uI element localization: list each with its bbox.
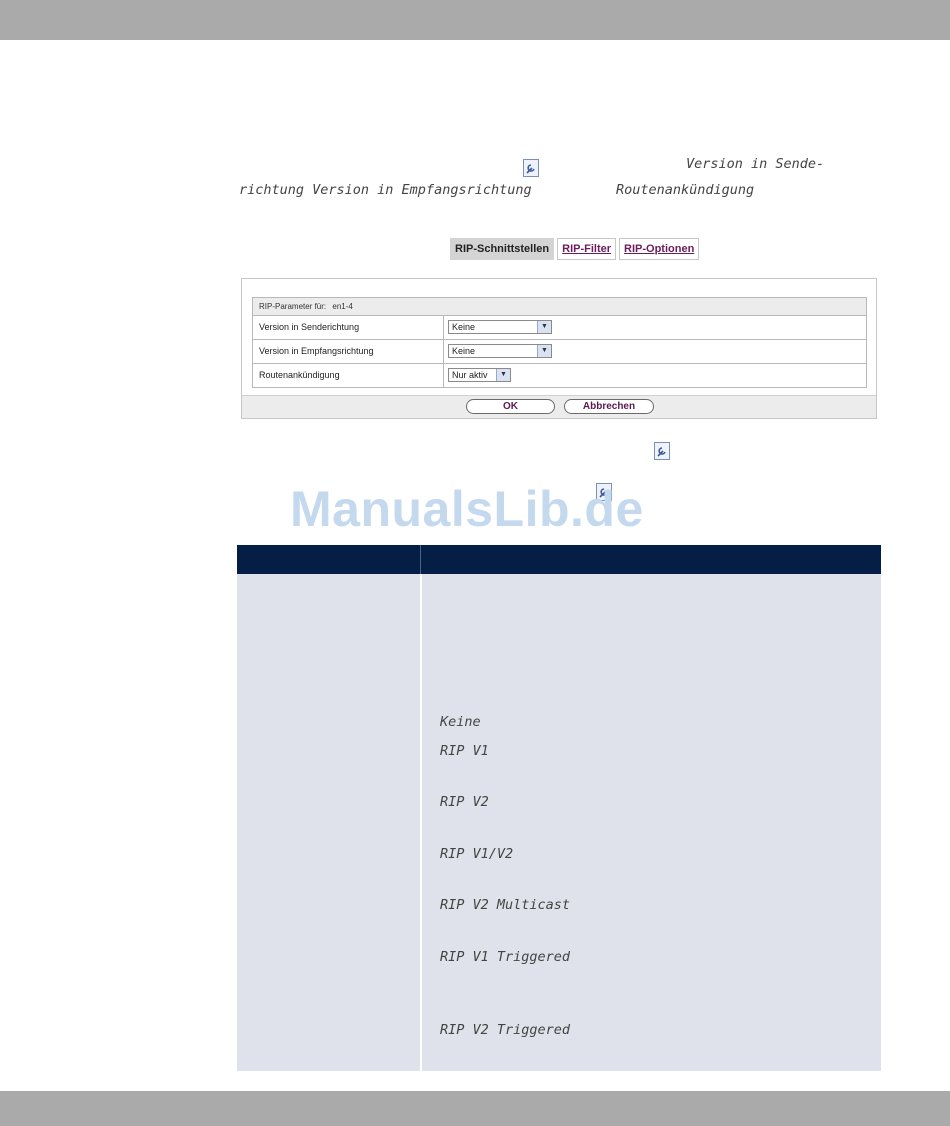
rip-form-panel	[241, 278, 877, 419]
bottom-bar	[0, 1091, 950, 1126]
tab-bar	[450, 238, 699, 260]
option-keine: Keine	[440, 714, 481, 730]
top-bar	[0, 0, 950, 40]
chevron-down-icon: ▼	[496, 369, 510, 381]
option-rip-v2: RIP V2	[440, 794, 489, 810]
parameter-table-body	[237, 574, 881, 1071]
tab-rip-filter[interactable]: RIP-Filter	[557, 238, 616, 260]
form-row-route-announcement	[253, 364, 866, 387]
intro-line-2a: richtung Version in Empfangsrichtung	[239, 182, 532, 198]
form-footer	[242, 395, 876, 418]
route-announcement-value: Nur aktiv	[452, 370, 488, 380]
option-rip-v2-multicast: RIP V2 Multicast	[440, 897, 571, 913]
receive-version-label: Version in Empfangsrichtung	[253, 340, 444, 363]
route-announcement-select[interactable]	[448, 368, 511, 382]
tab-rip-optionen[interactable]: RIP-Optionen	[619, 238, 699, 260]
parameter-table-header	[237, 545, 881, 574]
chevron-down-icon: ▼	[537, 345, 551, 357]
send-version-select[interactable]	[448, 320, 552, 334]
option-rip-v1-triggered: RIP V1 Triggered	[440, 949, 571, 965]
form-row-send-version	[253, 316, 866, 340]
watermark: ManualsLib.de	[290, 481, 644, 537]
header-divider	[420, 545, 421, 574]
send-version-value: Keine	[452, 322, 476, 332]
option-rip-v1: RIP V1	[440, 743, 489, 759]
send-version-label: Version in Senderichtung	[253, 316, 444, 339]
rip-parameter-header-label: RIP-Parameter für:	[259, 302, 327, 311]
ok-button[interactable]: OK	[466, 399, 555, 414]
form-row-receive-version	[253, 340, 866, 364]
cancel-button[interactable]: Abbrechen	[564, 399, 654, 414]
option-rip-v1-v2: RIP V1/V2	[440, 846, 514, 862]
option-rip-v2-triggered: RIP V2 Triggered	[440, 1022, 571, 1038]
rip-parameter-table	[252, 297, 867, 388]
rip-parameter-interface: en1-4	[332, 302, 353, 311]
rip-parameter-header	[253, 298, 866, 316]
receive-version-value: Keine	[452, 346, 476, 356]
chevron-down-icon: ▼	[537, 321, 551, 333]
column-divider	[420, 574, 422, 1071]
tab-rip-schnittstellen[interactable]: RIP-Schnittstellen	[450, 238, 554, 260]
parameter-table	[237, 545, 881, 1071]
intro-line-1: Version in Sende-	[686, 156, 825, 172]
route-announcement-label: Routenankündigung	[253, 364, 444, 387]
intro-line-2b: Routenankündigung	[616, 182, 755, 198]
wrench-icon	[654, 442, 670, 460]
wrench-icon	[523, 159, 539, 177]
receive-version-select[interactable]	[448, 344, 552, 358]
